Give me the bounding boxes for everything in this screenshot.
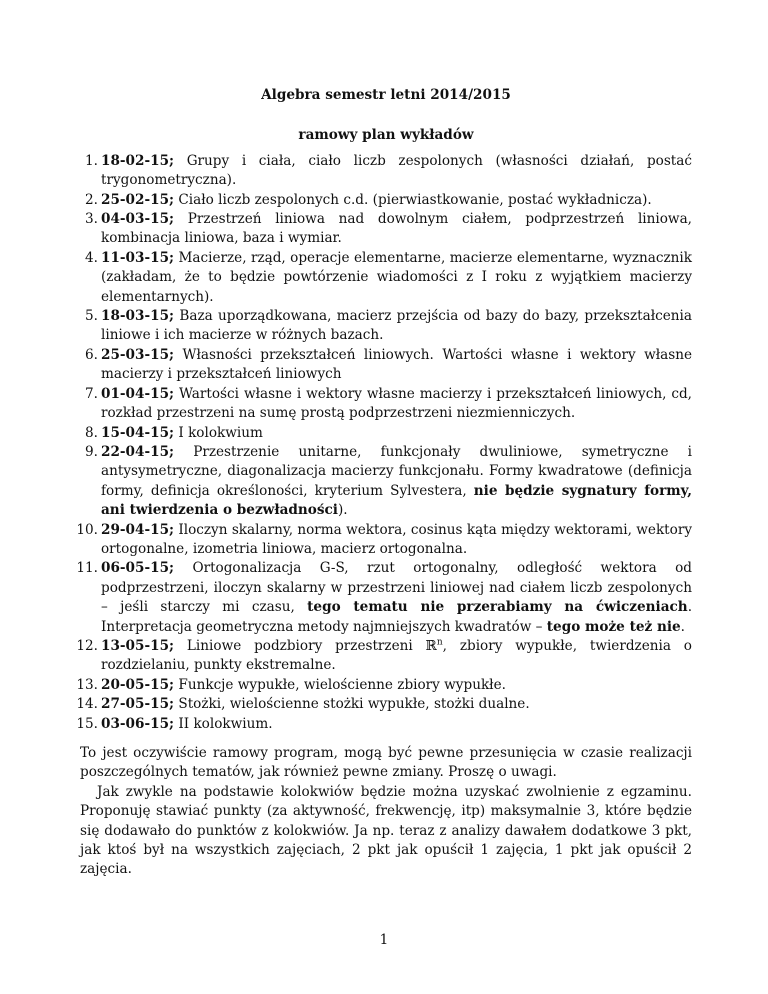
- lecture-text: I kolokwium: [174, 424, 263, 441]
- lecture-text: ).: [337, 502, 348, 519]
- lecture-text: Ciało liczb zespolonych c.d. (pierwiastkowanie, postać wykładnicza).: [174, 191, 652, 208]
- document-page: [76, 86, 693, 880]
- lecture-item: [80, 191, 692, 210]
- lecture-text: Wartości własne i wektory własne macierzy i przekształceń liniowych, cd, rozkład przestrzeni na sumę prostą podprzestrzeni niezmienniczych.: [101, 385, 692, 422]
- lecture-date: 25-02-15;: [101, 191, 175, 208]
- lecture-date: 15-04-15;: [101, 424, 175, 441]
- lecture-text: Przestrzeń liniowa nad dowolnym ciałem, podprzestrzeń liniowa, kombinacja liniowa, baza i wymiar.: [101, 211, 692, 247]
- lecture-date: 13-05-15;: [101, 637, 175, 654]
- lecture-number: 2.: [85, 191, 98, 208]
- lecture-number: 15.: [76, 715, 98, 732]
- lecture-text: , zbiory wypukłe, twierdzenia o rozdzielaniu, punkty ekstremalne.: [101, 637, 692, 674]
- lecture-text: Własności przekształceń liniowych. Wartości własne i wektory własne macierzy i przekształceń liniowych: [101, 346, 692, 383]
- lecture-text: Stożki, wielościenne stożki wypukłe, stożki dualne.: [174, 696, 530, 713]
- lecture-text: Grupy i ciała, ciało liczb zespolonych (własności działań, postać trygonometryczna).: [101, 152, 692, 189]
- lecture-text: II kolokwium.: [174, 715, 273, 732]
- lecture-item: [76, 559, 693, 637]
- lecture-item: [76, 521, 693, 560]
- lecture-item: [80, 249, 692, 307]
- lecture-date: 01-04-15;: [101, 385, 175, 402]
- lecture-item: [80, 424, 692, 443]
- page-number: 1: [379, 932, 389, 948]
- lecture-item: [76, 676, 692, 695]
- lecture-item: [80, 443, 692, 521]
- lecture-date: 18-03-15;: [101, 308, 175, 325]
- lecture-item: [80, 152, 692, 191]
- lecture-plan-list: [76, 152, 693, 734]
- lecture-item: [80, 210, 692, 249]
- note-paragraph: Jak zwykle na podstawie kolokwiów będzie można uzyskać zwolnienie z egzaminu. Proponuję stawiać punkty (za aktywność, frekwencję, itp) maksymalnie 3, które będzie się dodawało do punktów z kolokwiów. Ja np. teraz z analizy dawałem dodatkowe 3 pkt, jak ktoś był na wszystkich zajęciach, 2 pkt jak opuścił 1 zajęcia, 1 pkt jak opuścił 2 zajęcia.: [80, 783, 692, 878]
- lecture-text: Funkcje wypukłe, wielościenne zbiory wypukłe.: [174, 676, 506, 693]
- lecture-date: 06-05-15;: [101, 560, 175, 577]
- lecture-number: 8.: [85, 424, 98, 441]
- lecture-date: 11-03-15;: [101, 249, 175, 266]
- document-subtitle: ramowy plan wykładów: [298, 127, 474, 144]
- lecture-number: 11.: [76, 560, 98, 577]
- lecture-text: Macierze, rząd, operacje elementarne, macierze elementarne, wyznacznik (zakładam, że to będzie powtórzenie wiadomości z I roku z wyjątkiem macierzy elementarnych).: [101, 249, 692, 305]
- lecture-text: . Interpretacja geometryczna metody najmniejszych kwadratów –: [101, 599, 693, 635]
- lecture-number: 10.: [76, 521, 98, 538]
- lecture-date: 22-04-15;: [101, 443, 175, 460]
- lecture-text: Iloczyn skalarny, norma wektora, cosinus kąta między wektorami, wektory ortogonalne, izometria liniowa, macierz ortogonalna.: [101, 521, 693, 557]
- lecture-number: 3.: [85, 211, 98, 228]
- lecture-number: 12.: [76, 637, 98, 654]
- lecture-text: Baza uporządkowana, macierz przejścia od bazy do bazy, przekształcenia liniowe i ich macierze w różnych bazach.: [101, 308, 692, 344]
- lecture-item: [76, 715, 692, 734]
- lecture-date: 27-05-15;: [101, 696, 175, 713]
- lecture-item: [76, 637, 692, 676]
- lecture-date: 25-03-15;: [101, 346, 175, 363]
- lecture-number: 4.: [85, 249, 98, 266]
- lecture-number: 6.: [85, 346, 98, 363]
- lecture-emphasis: tego może też nie: [546, 618, 681, 635]
- lecture-number: 1.: [85, 152, 98, 169]
- lecture-number: 14.: [76, 696, 98, 713]
- lecture-date: 29-04-15;: [101, 521, 175, 538]
- lecture-date: 04-03-15;: [101, 211, 175, 228]
- lecture-item: [80, 346, 692, 385]
- superscript: n: [436, 637, 443, 648]
- lecture-text: Liniowe podzbiory przestrzeni ℝ: [174, 637, 437, 654]
- lecture-text: Ortogonalizacja G-S, rzut ortogonalny, odległość wektora od podprzestrzeni, iloczyn skalarny w przestrzeni liniowej nad ciałem liczb zespolonych – jeśli starczy mi czasu,: [101, 560, 692, 616]
- lecture-text: Przestrzenie unitarne, funkcjonały dwuliniowe, symetryczne i antysymetryczne, diagonalizacja macierzy funkcjonału. Formy kwadratowe (definicja formy, definicja określoności, kryterium Sylvestera,: [101, 443, 692, 499]
- lecture-item: [76, 695, 692, 714]
- notes-section: [80, 744, 692, 880]
- lecture-number: 5.: [85, 308, 98, 325]
- lecture-number: 13.: [76, 676, 98, 693]
- lecture-date: 03-06-15;: [101, 715, 175, 732]
- lecture-number: 9.: [85, 443, 98, 460]
- note-paragraph: To jest oczywiście ramowy program, mogą być pewne przesunięcia w czasie realizacji poszczególnych tematów, jak również pewne zmiany. Proszę o uwagi.: [80, 745, 692, 781]
- lecture-item: [80, 307, 692, 346]
- lecture-text: .: [680, 618, 685, 635]
- lecture-number: 7.: [85, 385, 98, 402]
- document-title: Algebra semestr letni 2014/2015: [261, 87, 511, 103]
- lecture-emphasis: nie będzie sygnatury formy, ani twierdzenia o bezwładności: [101, 482, 692, 519]
- lecture-emphasis: tego tematu nie przerabiamy na ćwiczeniach: [307, 599, 688, 616]
- lecture-date: 18-02-15;: [101, 152, 175, 169]
- lecture-date: 20-05-15;: [101, 676, 175, 693]
- lecture-item: [80, 385, 692, 424]
